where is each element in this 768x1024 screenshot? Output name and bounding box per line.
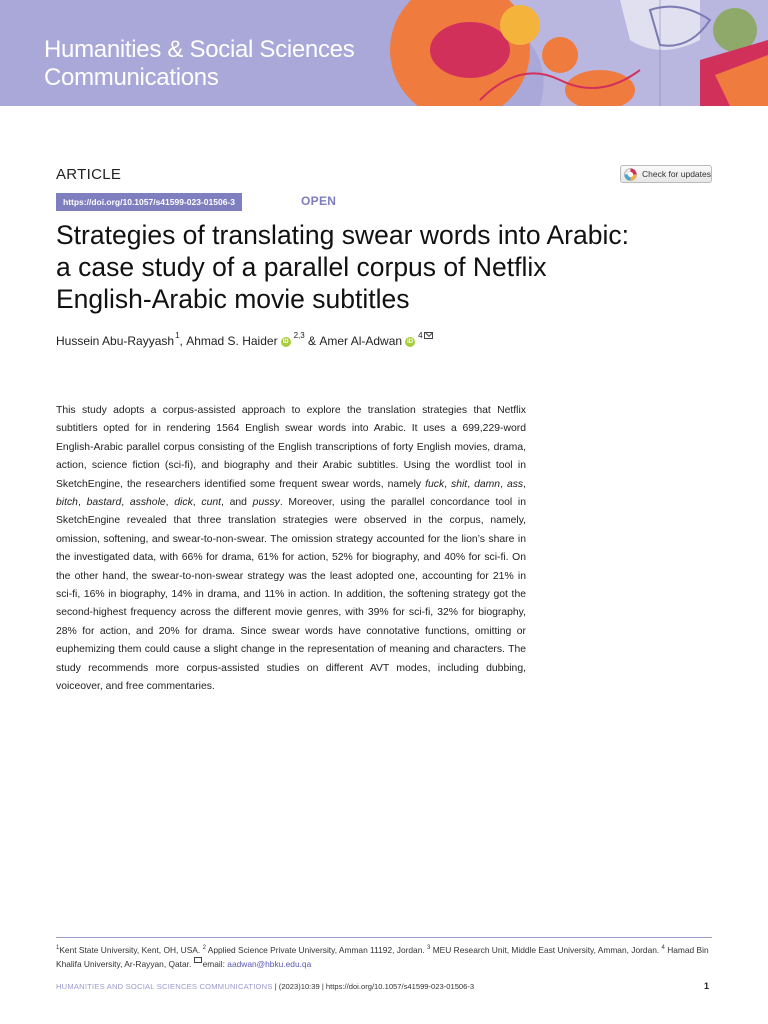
swear-word: ass [506,478,524,490]
affiliation-text: Kent State University, Kent, OH, USA. [59,944,203,955]
swear-word: shit [451,478,468,490]
author-affiliation-sup: 2,3 [293,331,305,340]
abstract: This study adopts a corpus-assisted approach to explore the translation strategies that Netflix subtitlers opted for in rendering 1564 English swear words into Arabic. It uses a 699,229-word English-Arabic parallel corpus consisting of the English transcriptions of forty English movies, drama, action, science fiction (sci-fi), and biography and their Arabic subtitles. Using the wordlist tool in SketchEngine, the researchers identified some frequent swear words, namely fuck, shit, damn, ass, bitch, bastard, asshole, dick, cunt, and pussy. Moreover, using the parallel concordance tool in SketchEngine revealed that three translation strategies were observed in the corpus, namely, omission, softening, and swear-to-non-swear. The omission strategy accounted for the lion’s share in the investigated data, with 66% for drama, 61% for action, 52% for biography, and 40% for sci-fi. On the other hand, the swear-to-non-swear strategy was the least adopted one, accounting for 21% in sci-fi, 16% in biography, 14% in drama, and 11% in action. In addition, the softening strategy got the second-highest frequency across the different movie genres, with 39% for sci-fi, 32% for biography, 28% for action, and 20% for drama. Since swear words have connotative functions, omitting or euphemizing them could cause a slight change in the representation of meaning and characters. The study recommends more corpus-assisted studies on different AVT modes, including dubbing, voiceover, and free commentaries. [56,405,527,693]
author-separator: , [179,334,187,348]
article-type-label: ARTICLE [56,166,122,183]
page-footer [56,982,716,991]
page-number: 1 [704,981,710,991]
email-icon [194,957,202,963]
affiliation-text: MEU Research Unit, Middle East University, Amman, Jordan. [430,944,662,955]
affiliation-sup: 1 [56,945,60,951]
author-name[interactable]: Amer Al-Adwan [319,334,403,348]
affiliation-sup: 2 [202,945,206,951]
check-for-updates-button[interactable] [620,165,712,183]
journal-title-line1: Humanities & Social Sciences [44,36,355,63]
footer-journal-name[interactable]: HUMANITIES AND SOCIAL SCIENCES COMMUNICATIONS [56,982,273,991]
orcid-icon[interactable]: iD [282,339,289,345]
check-for-updates-label: Check for updates [642,169,711,179]
author-name[interactable]: Ahmad S. Haider [186,334,278,348]
article-title-line: a case study of a parallel corpus of Netflix [56,252,547,282]
swear-word: bitch [56,497,78,509]
corresponding-email-link[interactable]: aadwan@hbku.edu.qa [227,958,312,969]
affiliation-sup: 3 [427,945,431,951]
footer-citation: | (2023)10:39 | https://doi.org/10.1057/s41599-023-01506-3 [272,982,475,991]
swear-word: pussy [252,497,280,509]
affiliations-divider [56,937,712,938]
affiliation-text: Applied Science Private University, Amman 11192, Jordan. [205,944,428,955]
journal-title[interactable] [44,36,354,92]
swear-word: asshole [129,497,166,509]
abstract-text: . Moreover, using the parallel concordance tool in SketchEngine revealed that three translation strategies were observed in the corpus, namely, omission, softening, and swear-to-non-swear. The omission strategy accounted for the lion’s share in the investigated data, with 66% for drama, 61% for action, 52% for biography, and 40% for sci-fi. On the other hand, the swear-to-non-swear strategy was the least adopted one, accounting for 21% in sci-fi, 16% in biography, 14% in drama, and 11% in action. In addition, the softening strategy got the second-highest frequency across the different movie genres, with 39% for sci-fi, 32% for biography, 28% for action, and 20% for drama. Since swear words have connotative functions, omitting or euphemizing them could cause a slight change in the representation of meaning and characters. The study recommends more corpus-assisted studies on different AVT modes, including dubbing, voiceover, and free commentaries. [56,497,527,693]
article-title [56,219,726,315]
article-title-line: English-Arabic movie subtitles [56,284,410,314]
journal-banner [0,0,768,106]
crossmark-icon [624,168,637,181]
author-affiliation-sup: 1 [175,331,180,340]
author-list [56,331,433,348]
abstract-text: This study adopts a corpus-assisted approach to explore the translation strategies that Netflix subtitlers opted for in rendering 1564 English swear words into Arabic. It uses a 699,229-word English-Arabic parallel corpus consisting of the English transcriptions of forty English movies, drama, action, science fiction (sci-fi), and biography and their Arabic subtitles. Using the wordlist tool in SketchEngine, the researchers identified some frequent swear words, namely [56,405,526,490]
swear-word: fuck [425,478,445,490]
orcid-icon[interactable]: iD [407,339,414,345]
author-affiliation-sup: 4 [418,331,423,340]
journal-title-line2: Communications [44,64,219,91]
open-access-label: OPEN [301,194,337,208]
swear-word: damn [474,478,501,490]
article-title-line: Strategies of translating swear words into Arabic: [56,220,629,250]
author-separator: & [304,334,320,348]
email-label: email: [202,958,228,969]
swear-word: cunt [201,497,222,509]
author-name[interactable]: Hussein Abu-Rayyash [56,334,175,348]
swear-word: bastard [86,497,122,509]
affiliation-sup: 4 [661,945,665,951]
doi-link[interactable]: https://doi.org/10.1057/s41599-023-01506-3 [56,193,242,211]
email-icon[interactable] [424,332,433,339]
affiliation-text: Hamad Bin Khalifa University, Ar-Rayyan, Qatar. [56,944,709,969]
swear-word: dick [174,497,193,509]
affiliations [56,941,716,971]
